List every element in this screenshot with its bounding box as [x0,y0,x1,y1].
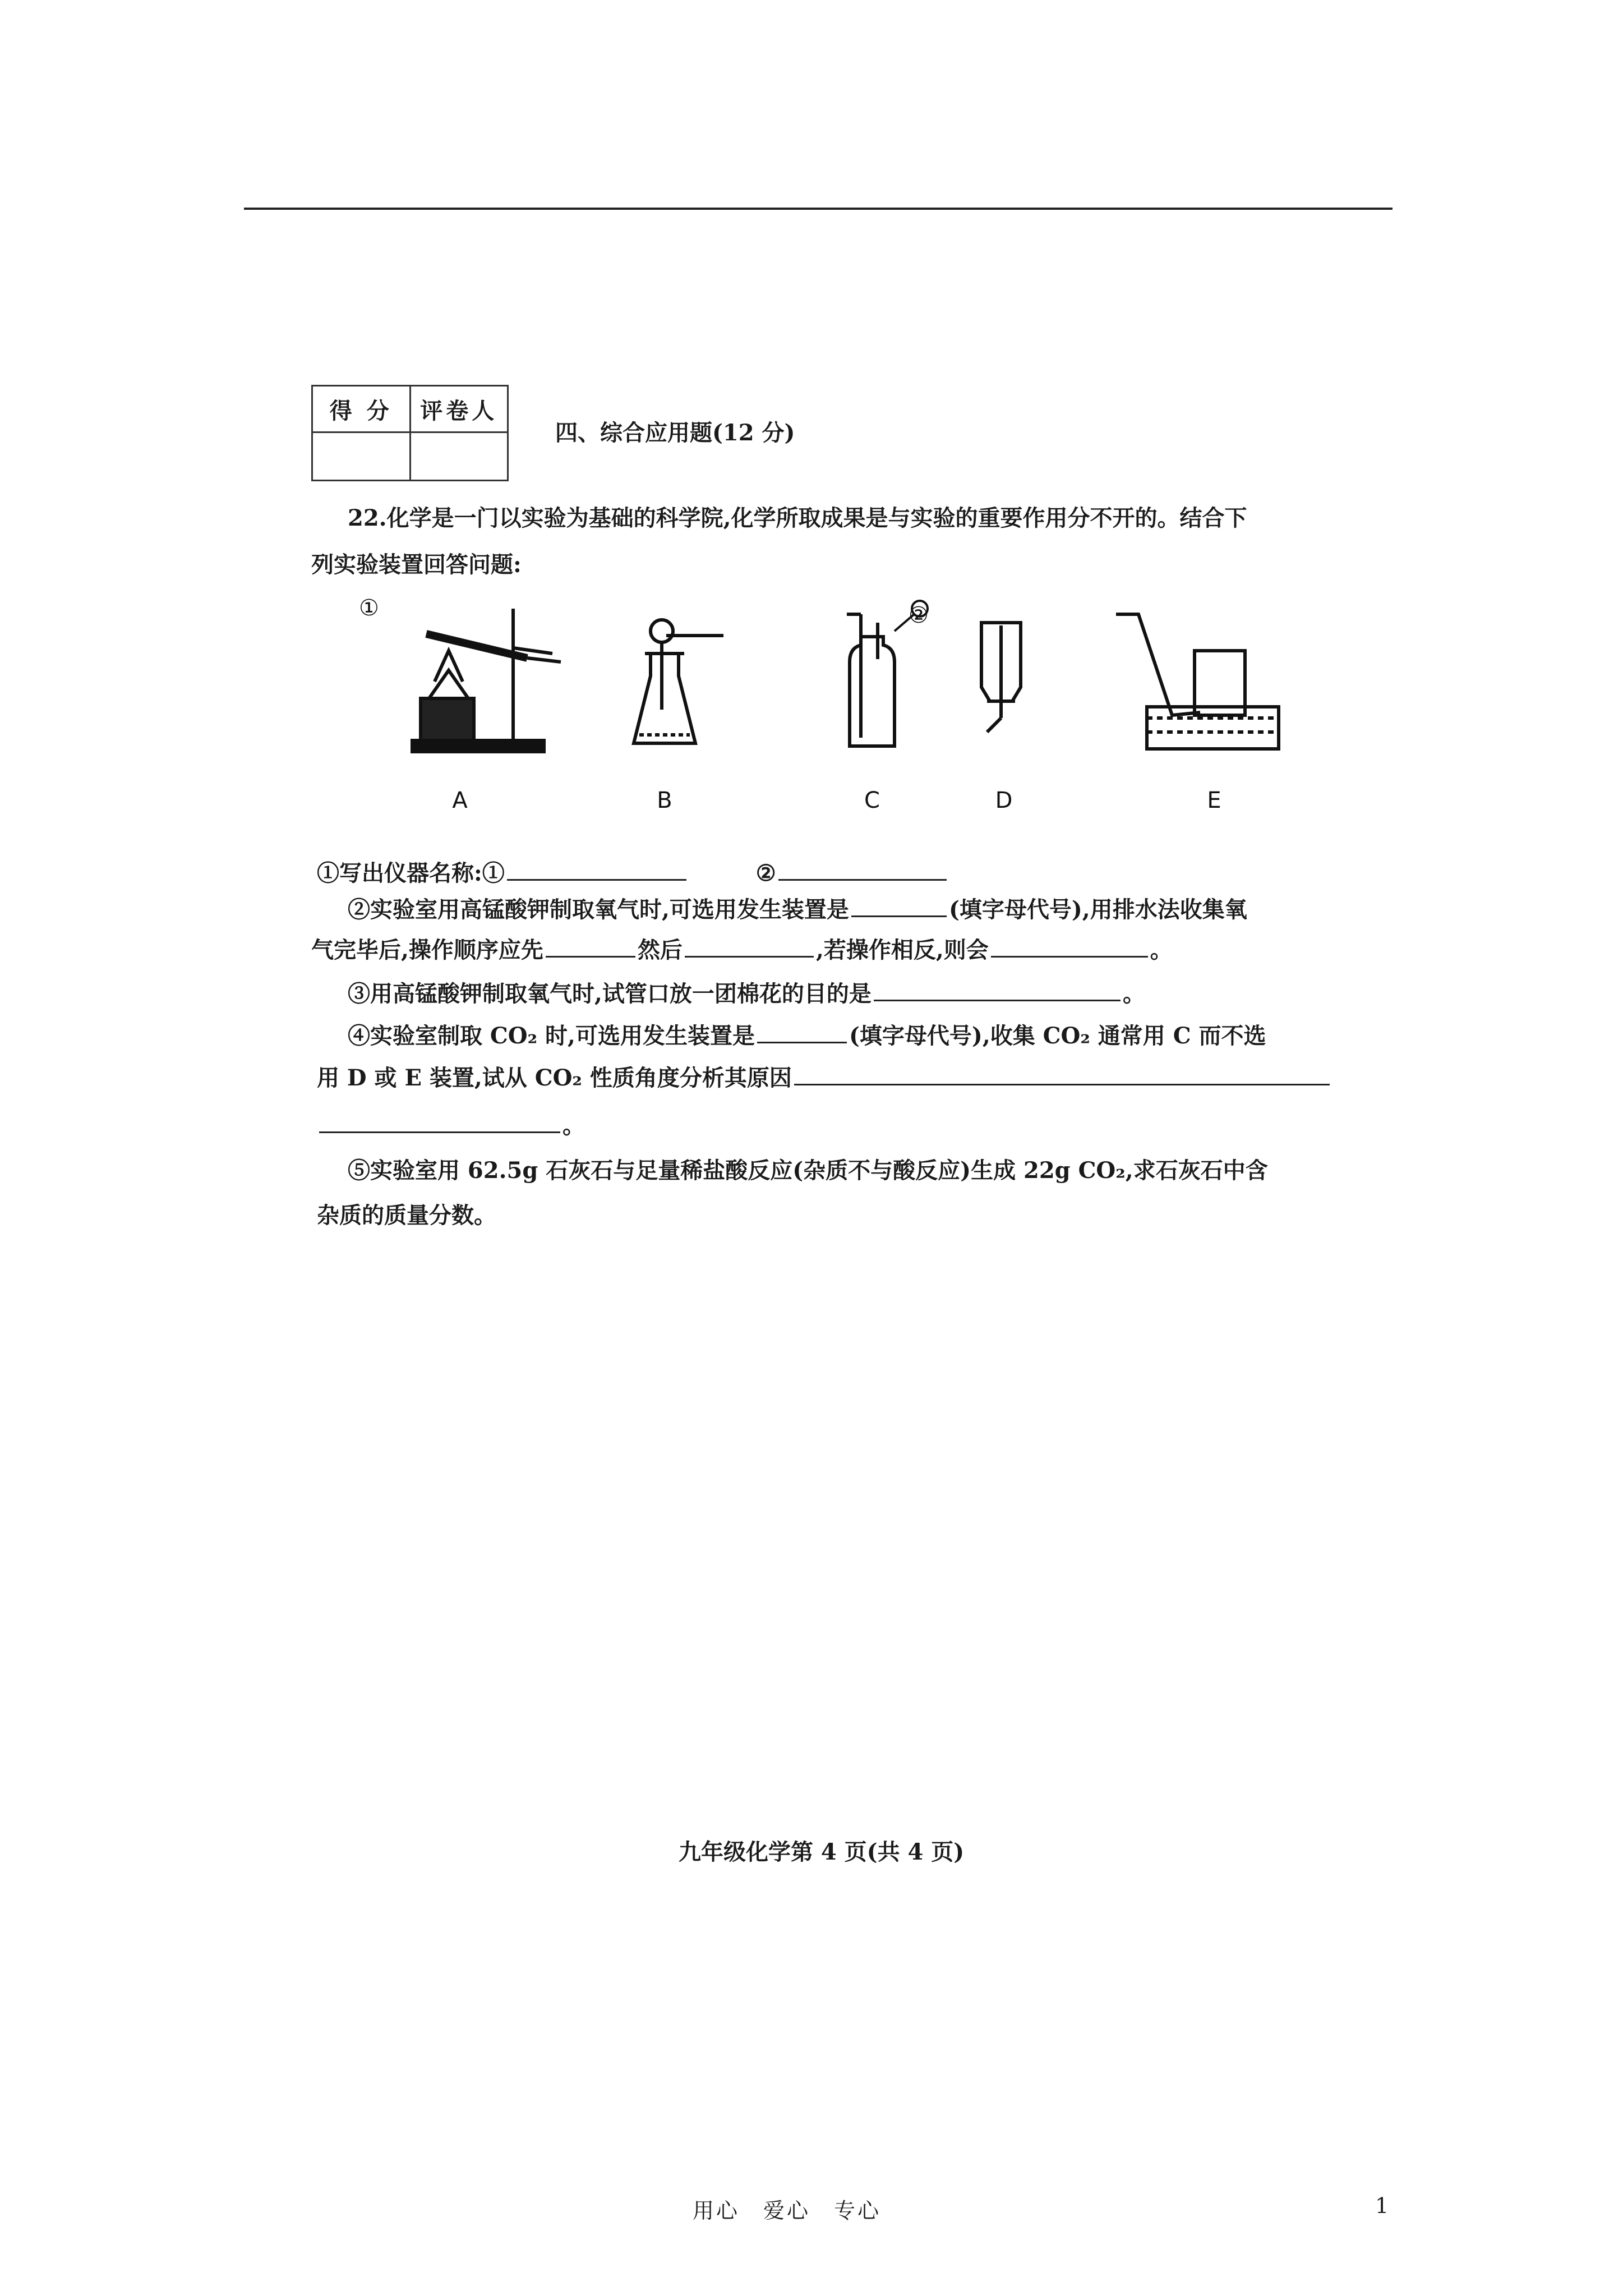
marker-2: ② [909,602,929,628]
q4-line2 [317,1060,1332,1096]
apparatus-e [1116,614,1279,749]
score-cell [312,432,411,481]
page-number: 1 [1375,2193,1389,2218]
grader-cell [410,432,508,481]
q2-line2-b: 然后 [637,937,683,963]
q1-mid: ② [755,860,776,886]
q4-line1 [348,1018,1266,1054]
q2-blank-first[interactable] [546,933,635,958]
q5-line1: ⑤实验室用 62.5g 石灰石与足量稀盐酸反应(杂质不与酸反应)生成 22g CO₂,求石灰石中含 [348,1157,1268,1184]
apparatus-b [634,620,723,743]
q1-blank-1[interactable] [507,857,686,881]
q2-line1 [348,892,1247,928]
section-title: 四、综合应用题(12 分) [555,420,795,446]
question-intro-line2: 列实验装置回答问题: [311,551,522,578]
score-header: 得 分 [312,386,411,432]
q3-a: ③用高锰酸钾制取氧气时,试管口放一团棉花的目的是 [348,981,872,1007]
footer-slogan: 用心 爱心 专心 [693,2198,882,2223]
q2-line2-c: ,若操作相反,则会 [815,937,989,963]
q2-line2 [311,932,1173,968]
marker-1: ① [359,597,379,621]
top-rule [244,208,1393,210]
q1-line [317,855,949,891]
q3-line [348,976,1145,1012]
q2-line2-a: 气完毕后,操作顺序应先 [311,937,543,963]
apparatus-d [981,623,1021,732]
page-footer-info: 九年级化学第 4 页(共 4 页) [679,1839,965,1865]
q2-blank-result[interactable] [991,933,1148,958]
q4-line1-a: ④实验室制取 CO₂ 时,可选用发生装置是 [348,1023,755,1049]
score-table [311,385,509,481]
q4-blank-device[interactable] [757,1019,847,1043]
q3-b: 。 [1122,981,1145,1007]
q2-blank-then[interactable] [685,933,814,958]
label-e: E [1207,788,1221,813]
q2-blank-device[interactable] [851,893,947,917]
q2-line2-d: 。 [1150,937,1173,963]
label-a: A [452,788,468,813]
label-b: B [657,788,672,813]
q4-line2-text: 用 D 或 E 装置,试从 CO₂ 性质角度分析其原因 [317,1065,792,1091]
question-intro-line1: 22.化学是一门以实验为基础的科学院,化学所取成果是与实验的重要作用分不开的。结合下 [348,505,1247,531]
label-c: C [864,788,880,813]
q4-line1-b: (填字母代号),收集 CO₂ 通常用 C 而不选 [849,1023,1266,1049]
label-d: D [995,788,1013,813]
q4-line3 [317,1108,585,1144]
apparatus-a [412,609,561,752]
q2-line1-a: ②实验室用高锰酸钾制取氧气时,可选用发生装置是 [348,896,849,923]
apparatus-figure [359,597,1301,816]
q4-line3-end: 。 [562,1112,585,1139]
q4-blank-reason[interactable] [794,1061,1330,1085]
q1-prefix: ①写出仪器名称:① [317,860,505,886]
grader-header: 评卷人 [410,386,508,432]
q3-blank[interactable] [874,977,1121,1001]
q1-blank-2[interactable] [778,857,947,881]
q4-blank-reason-cont[interactable] [319,1109,560,1133]
q2-line1-b: (填字母代号),用排水法收集氧 [948,896,1247,923]
q5-line2: 杂质的质量分数。 [317,1202,496,1228]
